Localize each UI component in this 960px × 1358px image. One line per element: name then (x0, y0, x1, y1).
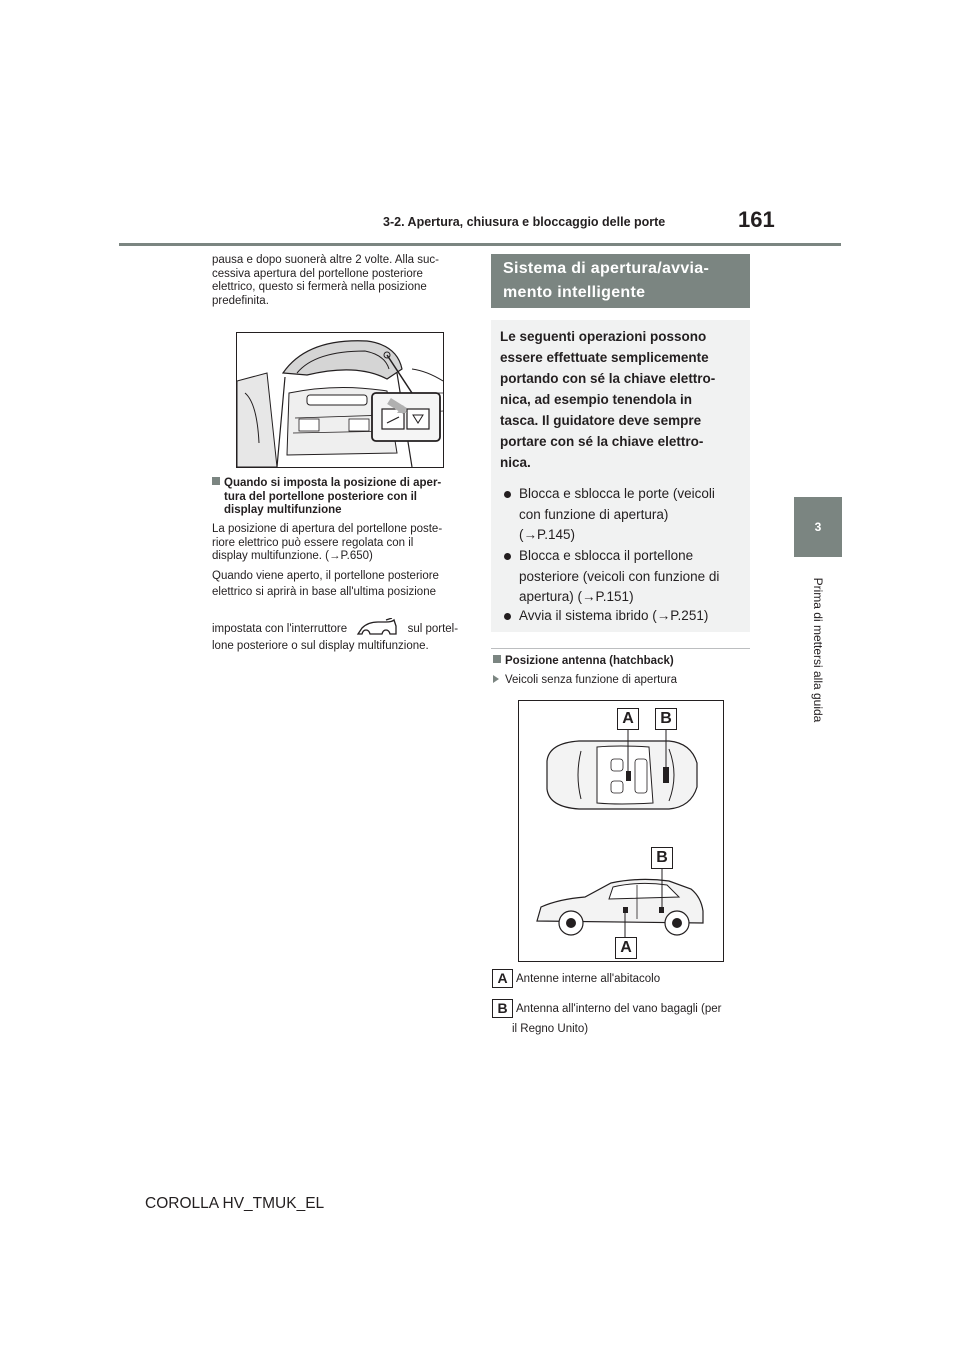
subhead-line (212, 477, 476, 491)
chapter-label (810, 565, 826, 735)
text-line: Blocca e sblocca le porte (veicoli (519, 486, 715, 501)
text-line: portare con sé la chiave elettro- (500, 434, 704, 449)
square-bullet-icon (493, 655, 501, 663)
diagram-label-a-side: A (615, 937, 637, 959)
chapter-label-text: Prima di mettersi alla guida (811, 577, 825, 723)
text-line: elettrico si aprirà in base all'ultima posizione (212, 585, 436, 598)
text-line: nica. (500, 455, 531, 470)
text-line: lone posteriore o sul display multifunzione. (212, 640, 429, 652)
tailgate-drawing (237, 333, 443, 467)
text-line: pausa e dopo suonerà altre 2 volte. Alla suc- (212, 254, 439, 266)
text-line: display multifunzione. (→P.650) (212, 550, 373, 562)
triangle-bullet-icon (493, 675, 499, 683)
sub-item-text: Veicoli senza funzione di apertura (505, 674, 677, 686)
tailgate-illustration (236, 332, 444, 468)
bullet-dot-icon (504, 553, 511, 560)
text-line: apertura) (→P.151) (519, 589, 634, 604)
text-line: Le seguenti operazioni possono (500, 329, 707, 344)
paragraph-last-position (212, 570, 476, 599)
sub-item (493, 674, 677, 688)
legend-key-a: A (492, 969, 513, 988)
bullet-item (500, 606, 745, 627)
subhead-text: Posizione antenna (hatchback) (505, 655, 674, 667)
info-intro (500, 326, 740, 473)
text-line: tasca. Il guidatore deve sempre (500, 413, 702, 428)
tailgate-switch-icon (356, 618, 398, 638)
diagram-label-b: B (655, 708, 677, 730)
text-line: riore elettrico può essere regolata con il (212, 536, 414, 549)
diagram-label-b-side: B (651, 847, 673, 869)
divider (491, 648, 750, 649)
diagram-label-a: A (617, 708, 639, 730)
text-line: La posizione di apertura del portellone poste- (212, 523, 443, 535)
square-bullet-icon (212, 477, 220, 485)
banner-line: Sistema di apertura/avvia- (503, 260, 710, 277)
text-line: essere effettuate semplicemente (500, 350, 709, 365)
text-line: cessiva apertura del portellone posteriore (212, 267, 423, 280)
text-fragment: sul portel- (407, 623, 459, 635)
section-title: 3-2. Apertura, chiusura e bloccaggio delle porte (383, 215, 666, 229)
text-line: Quando viene aperto, il portellone posteriore (212, 570, 439, 582)
subhead-line: tura del portellone posteriore con il (224, 490, 417, 503)
text-line: con funzione di apertura) (519, 506, 669, 522)
legend-text-a: Antenne interne all'abitacolo (516, 973, 661, 985)
bullet-dot-icon (504, 613, 511, 620)
legend-text-b-cont: il Regno Unito) (512, 1023, 589, 1035)
text-line: portando con sé la chiave elettro- (500, 371, 716, 386)
section-banner (491, 254, 750, 308)
antenna-diagram (518, 700, 724, 962)
paragraph-adjust (212, 523, 476, 564)
bullet-item (500, 546, 745, 608)
banner-line: mento intelligente (503, 284, 646, 301)
subhead-line: display multifunzione (224, 504, 342, 516)
chapter-tab: 3 (794, 497, 842, 557)
page-number: 161 (738, 207, 775, 232)
intro-paragraph (212, 254, 472, 308)
text-line: elettrico, questo si fermerà nella posizione (212, 281, 427, 293)
text-fragment: impostata con l'interruttore (212, 623, 348, 635)
legend-text-b: Antenna all'interno del vano bagagli (per (516, 1003, 722, 1015)
text-line: predefinita. (212, 294, 269, 307)
car-diagram (519, 701, 723, 961)
text-line: Avvia il sistema ibrido (→P.251) (519, 608, 709, 623)
text-line: (→P.145) (519, 527, 576, 542)
subhead-text: Quando si imposta la posizione di aper- (224, 477, 442, 489)
text-line: nica, ad esempio tenendola in (500, 392, 693, 407)
header-rule (119, 243, 841, 246)
text-line: posteriore (veicoli con funzione di (519, 568, 720, 584)
bullet-dot-icon (504, 491, 511, 498)
subhead-opening-position (212, 477, 476, 518)
text-line: Blocca e sblocca il portellone (519, 548, 694, 563)
model-code: COROLLA HV_TMUK_EL (145, 1195, 325, 1212)
subhead-antenna (493, 655, 674, 669)
paragraph-switch-line (212, 618, 482, 638)
bullet-item (500, 484, 745, 546)
legend-key-b: B (492, 999, 513, 1018)
